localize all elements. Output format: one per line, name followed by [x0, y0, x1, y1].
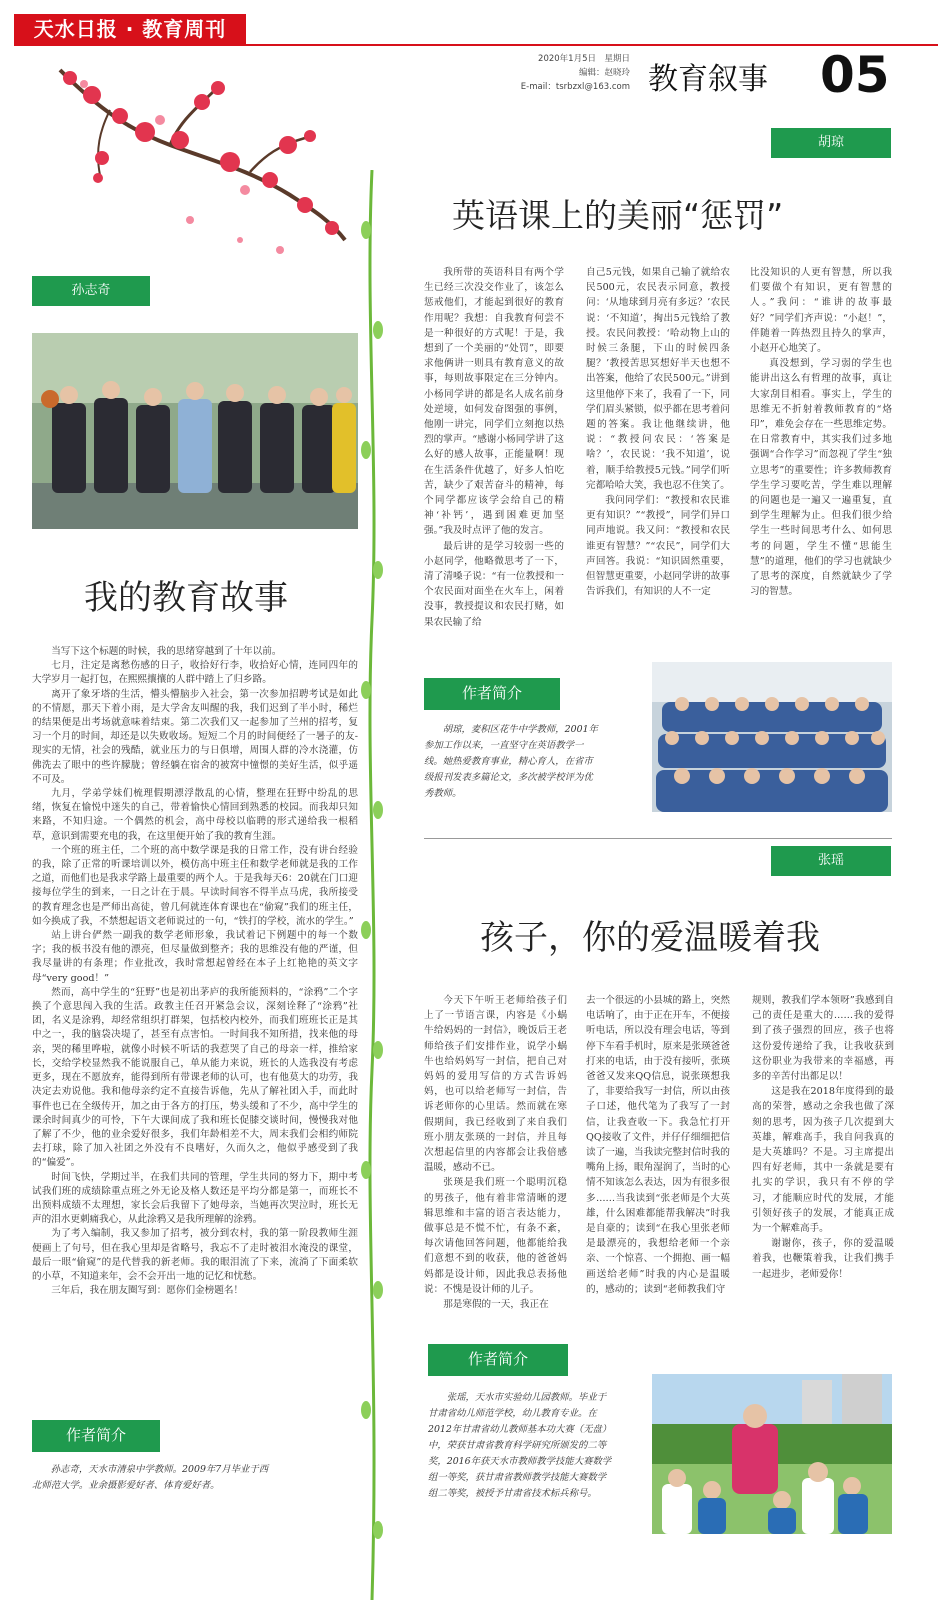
- author-tag-story1: 孙志奇: [32, 276, 150, 306]
- author-tag-story2: 胡琼: [771, 128, 891, 158]
- paragraph: 站上讲台俨然一副我的数学老师形象，我试着记下例题中的每一个数字；我的板书没有他的漂亮，但尽量做到整齐；我的思维没有他的严谨，但我尽量讲的有条理；作业批改，我时常想起曾经在本子上红艳艳的英文字母“very good！”: [32, 930, 358, 984]
- bio-text-story3: 张瑶，天水市实验幼儿园教师。毕业于甘肃省幼儿师范学校，幼儿教育专业。在2012年甘肃省幼儿教师基本功大赛（无盘）中，荣获甘肃省教育科学研究所颁发的二等奖，2016年获天水市教师教学技能大赛数学组一等奖，获甘肃省教师教学技能大赛数学组二等奖，被授予甘肃省技术标兵称号。: [428, 1392, 612, 1499]
- masthead: 天水日报 · 教育周刊: [14, 14, 246, 44]
- paragraph: 我所带的英语科目有两个学生已经三次没交作业了，该怎么惩戒他们，才能起到很好的教育作用呢？我想：自我教育何尝不是一种很好的方式呢！于是，我想到了一个美丽的“处罚”，即要求他俩讲一则具有教育意义的故事，每则故事限定在三分钟内。小杨同学讲的都是名人成名前身处逆境，如何发奋图强的事例，他刚一讲完，同学们立刻抱以热烈的掌声。“感谢小杨同学讲了这么好的感人故事，正能量啊！现在生活条件优越了，好多人怕吃苦，缺少了艰苦奋斗的精神，每个同学都应该学会给自己的精神‘补钙’，遇到困难更加坚强。”我及时点评了他的发言。: [424, 267, 564, 537]
- headline-story1: 我的教育故事: [84, 578, 288, 618]
- paragraph: 九月，学弟学妹们梳理假期漂浮散乱的心情，整理在狂野中纷乱的思绪，恢复在愉悦中迷失的自己，带着愉快心情回到熟悉的校园。而我却只知来路，不知归途。一个偶然的机会，高中母校以临聘的形式递给我一根稻草，意识到需要充电的我，在这里便开始了我的教育生涯。: [32, 788, 358, 842]
- issue-date: 2020年1月5日 星期日: [538, 54, 630, 64]
- bio-label-story1: 作者简介: [32, 1420, 160, 1452]
- paragraph: 为了考入编制，我又参加了招考，被分到农村，我的第一阶段教师生涯便画上了句号，但在我心里却是省略号，我忘不了走时被泪水淹没的课堂，最后一眼“偷窥”的是代替我的新老师。我的眼泪流了下来，流淌了下面柔软的小草，不知道来年，会不会开出一地的记忆和忧愁。: [32, 1228, 358, 1282]
- article-col2-story3: [586, 993, 730, 1337]
- bio-text-story2: 胡琼，麦积区花牛中学教师，2001年参加工作以来，一直坚守在英语教学一线。她热爱教育事业，精心育人，在省市级报刊发表多篇论文，多次被学校评为优秀教师。: [424, 724, 598, 799]
- kindergarten-teacher-photo: [652, 1374, 892, 1534]
- author-bio-story1: [32, 1462, 272, 1526]
- article-body-story1: [32, 645, 358, 1385]
- paragraph: 规则，教我们学本领呀”我感到自己的责任是重大的……我的爱得到了孩子强烈的回应，孩子也将这份爱传递给了我，让我收获到这份职业为我带来的幸福感，再多的辛苦付出都足以！: [752, 995, 894, 1083]
- editor-name: 编辑：赵晓玲: [578, 68, 630, 78]
- author-tag-story3: 张瑶: [771, 846, 891, 876]
- paragraph: 离开了象牙塔的生活，懵头懵脑步入社会，第一次参加招聘考试是如此的不情愿，那天下着小雨，是大学舍友叫醒的我，我们迟到了半小时，稀烂的结果便是出考场就意味着结束。第二次我们又一起参加了兰州的招考，复习一个月的时间，却还是以失败收场。短短二个月的时间便经了一暑子的友-现实的无情，社会的残酷，就业压力的与日俱增，周围人群的冷水浇灌，仿佛洗去了眼中的些许朦胧；曾经躺在宿舍的被窝中憧憬的美好生活，似乎遥不可及。: [32, 688, 358, 785]
- story-divider: [424, 838, 892, 839]
- headline-story3: 孩子，你的爱温暖着我: [480, 918, 820, 958]
- article-col3-story3: [752, 993, 894, 1337]
- paragraph: 当写下这个标题的时候，我的思绪穿越到了十年以前。: [51, 646, 282, 657]
- paragraph: 最后讲的是学习较弱一些的小赵同学，他略微思考了一下，清了清嗓子说：“有一位教授和一个农民面对面坐在火车上，闲着没事，教授提议和农民打赌，如果农民输了给: [424, 540, 564, 628]
- vine-divider: [361, 170, 383, 1600]
- bio-text-story1: 孙志奇，天水市清泉中学教师。2009年7月毕业于西北师范大学。业余摄影爱好者、体育爱好者。: [32, 1464, 269, 1491]
- section-title: 教育叙事: [648, 62, 768, 97]
- paragraph: 张瑛是我们班一个聪明沉稳的男孩子，他有着非常清晰的逻辑思维和丰富的语言表达能力，做事总是不慌不忙，有条不紊，每次请他回答问题，他都能给我们意想不到的收获，他的爸爸妈妈都是设计师，因此我总表扬他说：不愧是设计师的儿子。: [424, 1177, 567, 1295]
- masthead-rule: [14, 44, 938, 46]
- paragraph: 这是我在2018年度得到的最高的荣誉，感动之余我也做了深刻的思考，因为孩子几次提到大英雄，解难高手，我自问我真的是大英雄吗？不是。习主席提出四有好老师，其中一条就是要有扎实的学识，我只有不停的学习，才能顺应时代的发展，才能引领好孩子的发展，才能真正成为一个解难高手。: [752, 1086, 894, 1235]
- paragraph: 一个班的班主任，二个班的高中数学课是我的日常工作，没有讲台经验的我，除了正常的听课培训以外，模仿高中班主任和数学老师就是我的工作之道，而他们也是我求学路上最重要的两个人。于是我每天6：20就在门口迎接每位学生的到来，一日之计在于晨。早读时间容不得半点马虎，我所接受的教育理念也是严师出高徒，曾几何就连体育课也在“偷窥”我们的班主任，如今换成了我，不禁想起语文老师说过的一句，“铁打的学校，流水的学生。”: [32, 844, 358, 927]
- author-bio-story3: [428, 1390, 612, 1530]
- article-col1-story2: [424, 265, 564, 645]
- bio-label-story3: 作者简介: [428, 1344, 568, 1376]
- paragraph: 自己5元钱，如果自己输了就给农民500元，农民表示同意，教授问：‘从地球到月亮有多远？’农民说：‘不知道’，掏出5元钱给了教授。农民问教授：‘哈动物上山的时候三条腿，下山的时候四条腿？’教授苦思冥想好半天也想不出答案，他给了农民500元。”讲到这里他停下来了，我看了一下，同学们眉头紧锁，似乎都在思考着问题的答案。我让他继续讲，他说：“教授问农民：‘答案是啥？’，农民说：‘我不知道’，说着，顺手给教授5元钱。”同学们听完都哈哈大笑，我也忍不住笑了。: [586, 267, 730, 491]
- page-number: 05: [820, 46, 890, 104]
- article-col1-story3: [424, 993, 567, 1337]
- paragraph: 时间飞快，学期过半，在我们共同的管理，学生共同的努力下，期中考试我们班的成绩除重点班之外无论及格人数还是平均分都是第一，而班长不出预料成绩不太理想，家长会后我留下了她母亲，当她再次哭泣时，班长无声的泪水更刺痛我心，从此涂鸦又是我所理解的涂鸦。: [32, 1171, 358, 1226]
- page-meta: [512, 52, 630, 94]
- paragraph: 三年后，我在朋友圈写到：愿你们金榜题名！: [51, 1285, 244, 1297]
- bio-label-story2: 作者简介: [424, 678, 560, 710]
- article-col2-story2: [586, 265, 730, 645]
- paragraph: 今天下午听王老师给孩子们上了一节语言课，内容是《小蜗牛给妈妈的一封信》，晚饭后王老师给孩子们安排作业，说学小蜗牛也给妈妈写一封信，把自己对妈妈的爱用写信的方式告诉妈妈，也可以给老师写一封信，告诉老师你的心里话。然而就在寒假期间，我已经收到了来自我们班小朋友张瑛的一封信，并且每次想起信里的内容都会让我倍感温暖，感动不已。: [424, 995, 567, 1174]
- paragraph: 真没想到，学习弱的学生也能讲出这么有哲理的故事，真让大家刮目相看。事实上，学生的思维无不折射着教师教育的“烙印”，难免会存在一些思维定势。在日常教育中，其实我们过多地强调“合作学习”而忽视了学生“独立思考”的重要性；许多教师教育学生学习要吃苦，学生难以理解的问题也是一遍又一遍重复，直到学生理解为止。但我们很少给学生一些时间思考什么、如何思考的问题，学生不懂“思能生慧”的道理，他们的学习也就缺少了思考的深度，自然就缺少了学习的智慧。: [750, 358, 892, 598]
- class-group-photo: [652, 662, 892, 812]
- paragraph: 去一个很远的小县城的路上，突然电话响了，由于正在开车，不便接听电话，所以没有理会电话，等到停下车看手机时，原来是张瑛爸爸打来的电话，由于没有接听，张瑛爸爸又发来QQ信息，说张瑛想我了，非要给我写一封信，所以由孩子口述，他代笔为了我写了一封信，让我查收一下。我急忙打开QQ接收了文件，并仔仔细细把信读了一遍，当我读完整封信时我的嘴角上扬，眼角湿润了，当时的心情不知该怎么表达，因为有很多很多……当我读到“张老师是个大英雄，什么困难都能帮我解决”时我是自豪的；读到“在我心里张老师是最漂亮的，我想给老师一个亲亲、一个惊喜、一个拥抱、画一幅画送给老师”时我的内心是温暖的，感动的；读到“老师教我们守: [586, 995, 730, 1295]
- paragraph: 谢谢你，孩子，你的爱温暖着我，也鞭策着我，让我们携手一起进步，老师爱你！: [752, 1238, 894, 1280]
- editor-email[interactable]: E-mail：tsrbzxl@163.com: [520, 82, 630, 92]
- paragraph: 比没知识的人更有智慧，所以我们要做个有知识，更有智慧的人。”我问：“谁讲的故事最好？”同学们齐声说：“小赵！”，伴随着一阵热烈且持久的掌声，小赵开心地笑了。: [750, 267, 892, 355]
- paragraph: 那是寒假的一天，我正在: [443, 1299, 549, 1311]
- author-bio-story2: [424, 722, 600, 812]
- basketball-team-photo: [32, 333, 358, 529]
- paragraph: 然而，高中学生的“狂野”也是初出茅庐的我所能预料的，“涂鸦”二个字换了个意思闯入我的生活。政教主任召开紧急会议，深刻诠释了“涂鸦”社团，名义是涂鸦，却经常组织打群架，包括校内校外，而我们班班长正是其中之一，我的脑袋决堤了，甚至有点害怕。一时间我不知所措，找来他的母亲，哭的稀里哗啦，就像小时候不听话的我惹哭了自己的母亲一样，推给家长，交给学校显然我不能说服自己，单从能力来说，班长的人选我没有考虑更多，现在不愿放弃，能得到所有带课老师的认可，也有他莫大的功劳，我决定去劝说他。我和他母亲约定不直接告诉他，先从了解社团入手，而此时事件也已在全级传开，加之由于各方的打压，势头缓和了不少，高中学生的课余时间真少的可怜，下午大课间成了我和班长促膝交谈时间，慢慢我对他了解了不少，他的业余爱好很多，我们年龄相差不大，周末我们会相约师院去打球，除了加入社团之外没有不良嗜好，久而久之，他似乎感受到了我的“偏爱”。: [32, 986, 358, 1169]
- headline-story2: 英语课上的美丽“惩罚”: [452, 196, 784, 235]
- paragraph: 七月，注定是离愁伤感的日子，收拾好行李，收拾好心情，连同四年的大学岁月一起打包，在熙熙攘攘的人群中踏上了归乡路。: [32, 660, 358, 686]
- paragraph: 我问同学们：“教授和农民谁更有知识？”“教授”，同学们异口同声地说。我又问：“教授和农民谁更有智慧？”“农民”，同学们大声回答。我说：“知识固然重要，但智慧更重要，小赵同学讲的故事告诉我们，有知识的人不一定: [586, 495, 730, 598]
- plum-blossom-illustration: [40, 50, 360, 260]
- article-col3-story2: [750, 265, 892, 645]
